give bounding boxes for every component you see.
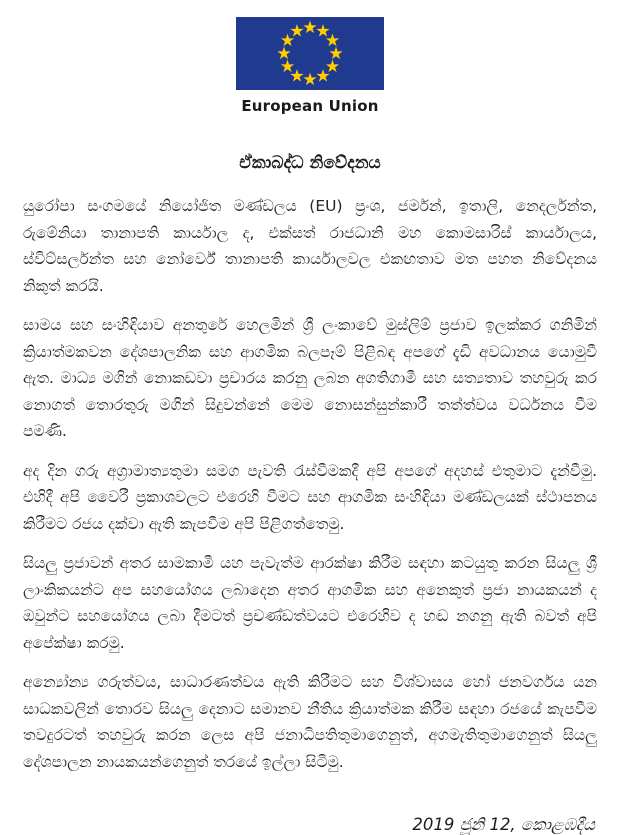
statement-body [23, 193, 597, 775]
statement-title: ඒකාබද්ධ නිවේදනය [239, 153, 381, 173]
statement-paragraph-2: සාමය සහ සංහිඳියාව අනතුරේ හෙලමින් ශ්‍රී ලංකාවේ මුස්ලිම් ප්‍රජාව ඉලක්කර ගනිමින් ක්‍රියාත්මකවන දේශපාලනික සහ ආගමික බලපෑම් පිළිබඳ අපගේ දැඩි අවධානය යොමුවී ඇත. මාධ්‍ය මගින් නොකඩවා ප්‍රචාරය කරනු ලබන අගතිගාමී සහ සත්‍යතාව තහවුරු කර නොගත් තොරතුරු මගින් සිදුවන්නේ මෙම නොසන්සුන්කාරී තත්ත්වය වර්ධනය වීම පමණි. [23, 316, 597, 440]
statement-paragraph-3: අද දින ගරු අග්‍රාමාත්‍යතුමා සමග පැවති රැස්වීමකදී අපි අපගේ අදහස් එතුමාට දැන්වීමු. එහිදී අපි වෛරී ප්‍රකාශවලට එරෙහි වීමට සහ ආගමික සංහිඳියා මණ්ඩලයක් ස්ථාපනය කිරීමට රජය දක්වා ඇති කැපවීම අපි පිළිගත්තෙමු. [23, 461, 597, 533]
statement-paragraph-1: යුරෝපා සංගමයේ නියෝජිත මණ්ඩලය (EU) ප්‍රංශ, ජර්මන්, ඉතාලි, නෙදර්ලන්ත, රුමේනියා තානාපති කාර්යාල ද, එක්සත් රාජධානි මහ කොමසාරිස් කාර්යාලය, ස්විට්සර්ලන්ත සහ නෝර්වේ තානාපති කාර්යාලවල එකඟතාව මත පහත නිවේදනය නිකුත් කරයි. [23, 197, 597, 295]
dateline: 2019 ජූනි 12, කොළඹදීය [412, 815, 595, 834]
eu-flag [23, 17, 597, 90]
eu-flag-image [236, 17, 384, 90]
statement-paragraph-4: සියලු ප්‍රජාවන් අතර සාමකාමී යහ පැවැත්ම ආරක්ෂා කිරීම සඳහා කටයුතු කරන සියලු ශ්‍රී ලාංකිකයන්ට අප සහයෝගය ලබාදෙන අතර ආගමික සහ අනෙකුත් ප්‍රජා නායකයන් ද ඔවුන්ට සහයෝගය ලබා දීමටත් ප්‍රචණ්ඩත්වයට එරෙහිව ද හඬ නගනු ඇති බවත් අපි අපේක්ෂා කරමු. [23, 554, 597, 652]
eu-flag-caption: European Union [241, 97, 379, 115]
statement-paragraph-5: අන්‍යෝන්‍ය ගරුත්වය, සාධාරණත්වය ඇති කිරීමට සහ විශ්වාසය හෝ ජනවර්ගය යන සාධකවලින් තොරව සියලු දෙනාට සමානව නීතිය ක්‍රියාත්මක කිරීම සඳහා රජයේ කැපවීම තවදුරටත් තහවුරු කරන ලෙස අපි ජනාධිපතිතුමාගෙනුත්, අගමැතිතුමාගෙනුත් සියලු දේශපාලන නායකයන්ගෙනුත් තරයේ ඉල්ලා සිටිමු. [23, 673, 597, 771]
